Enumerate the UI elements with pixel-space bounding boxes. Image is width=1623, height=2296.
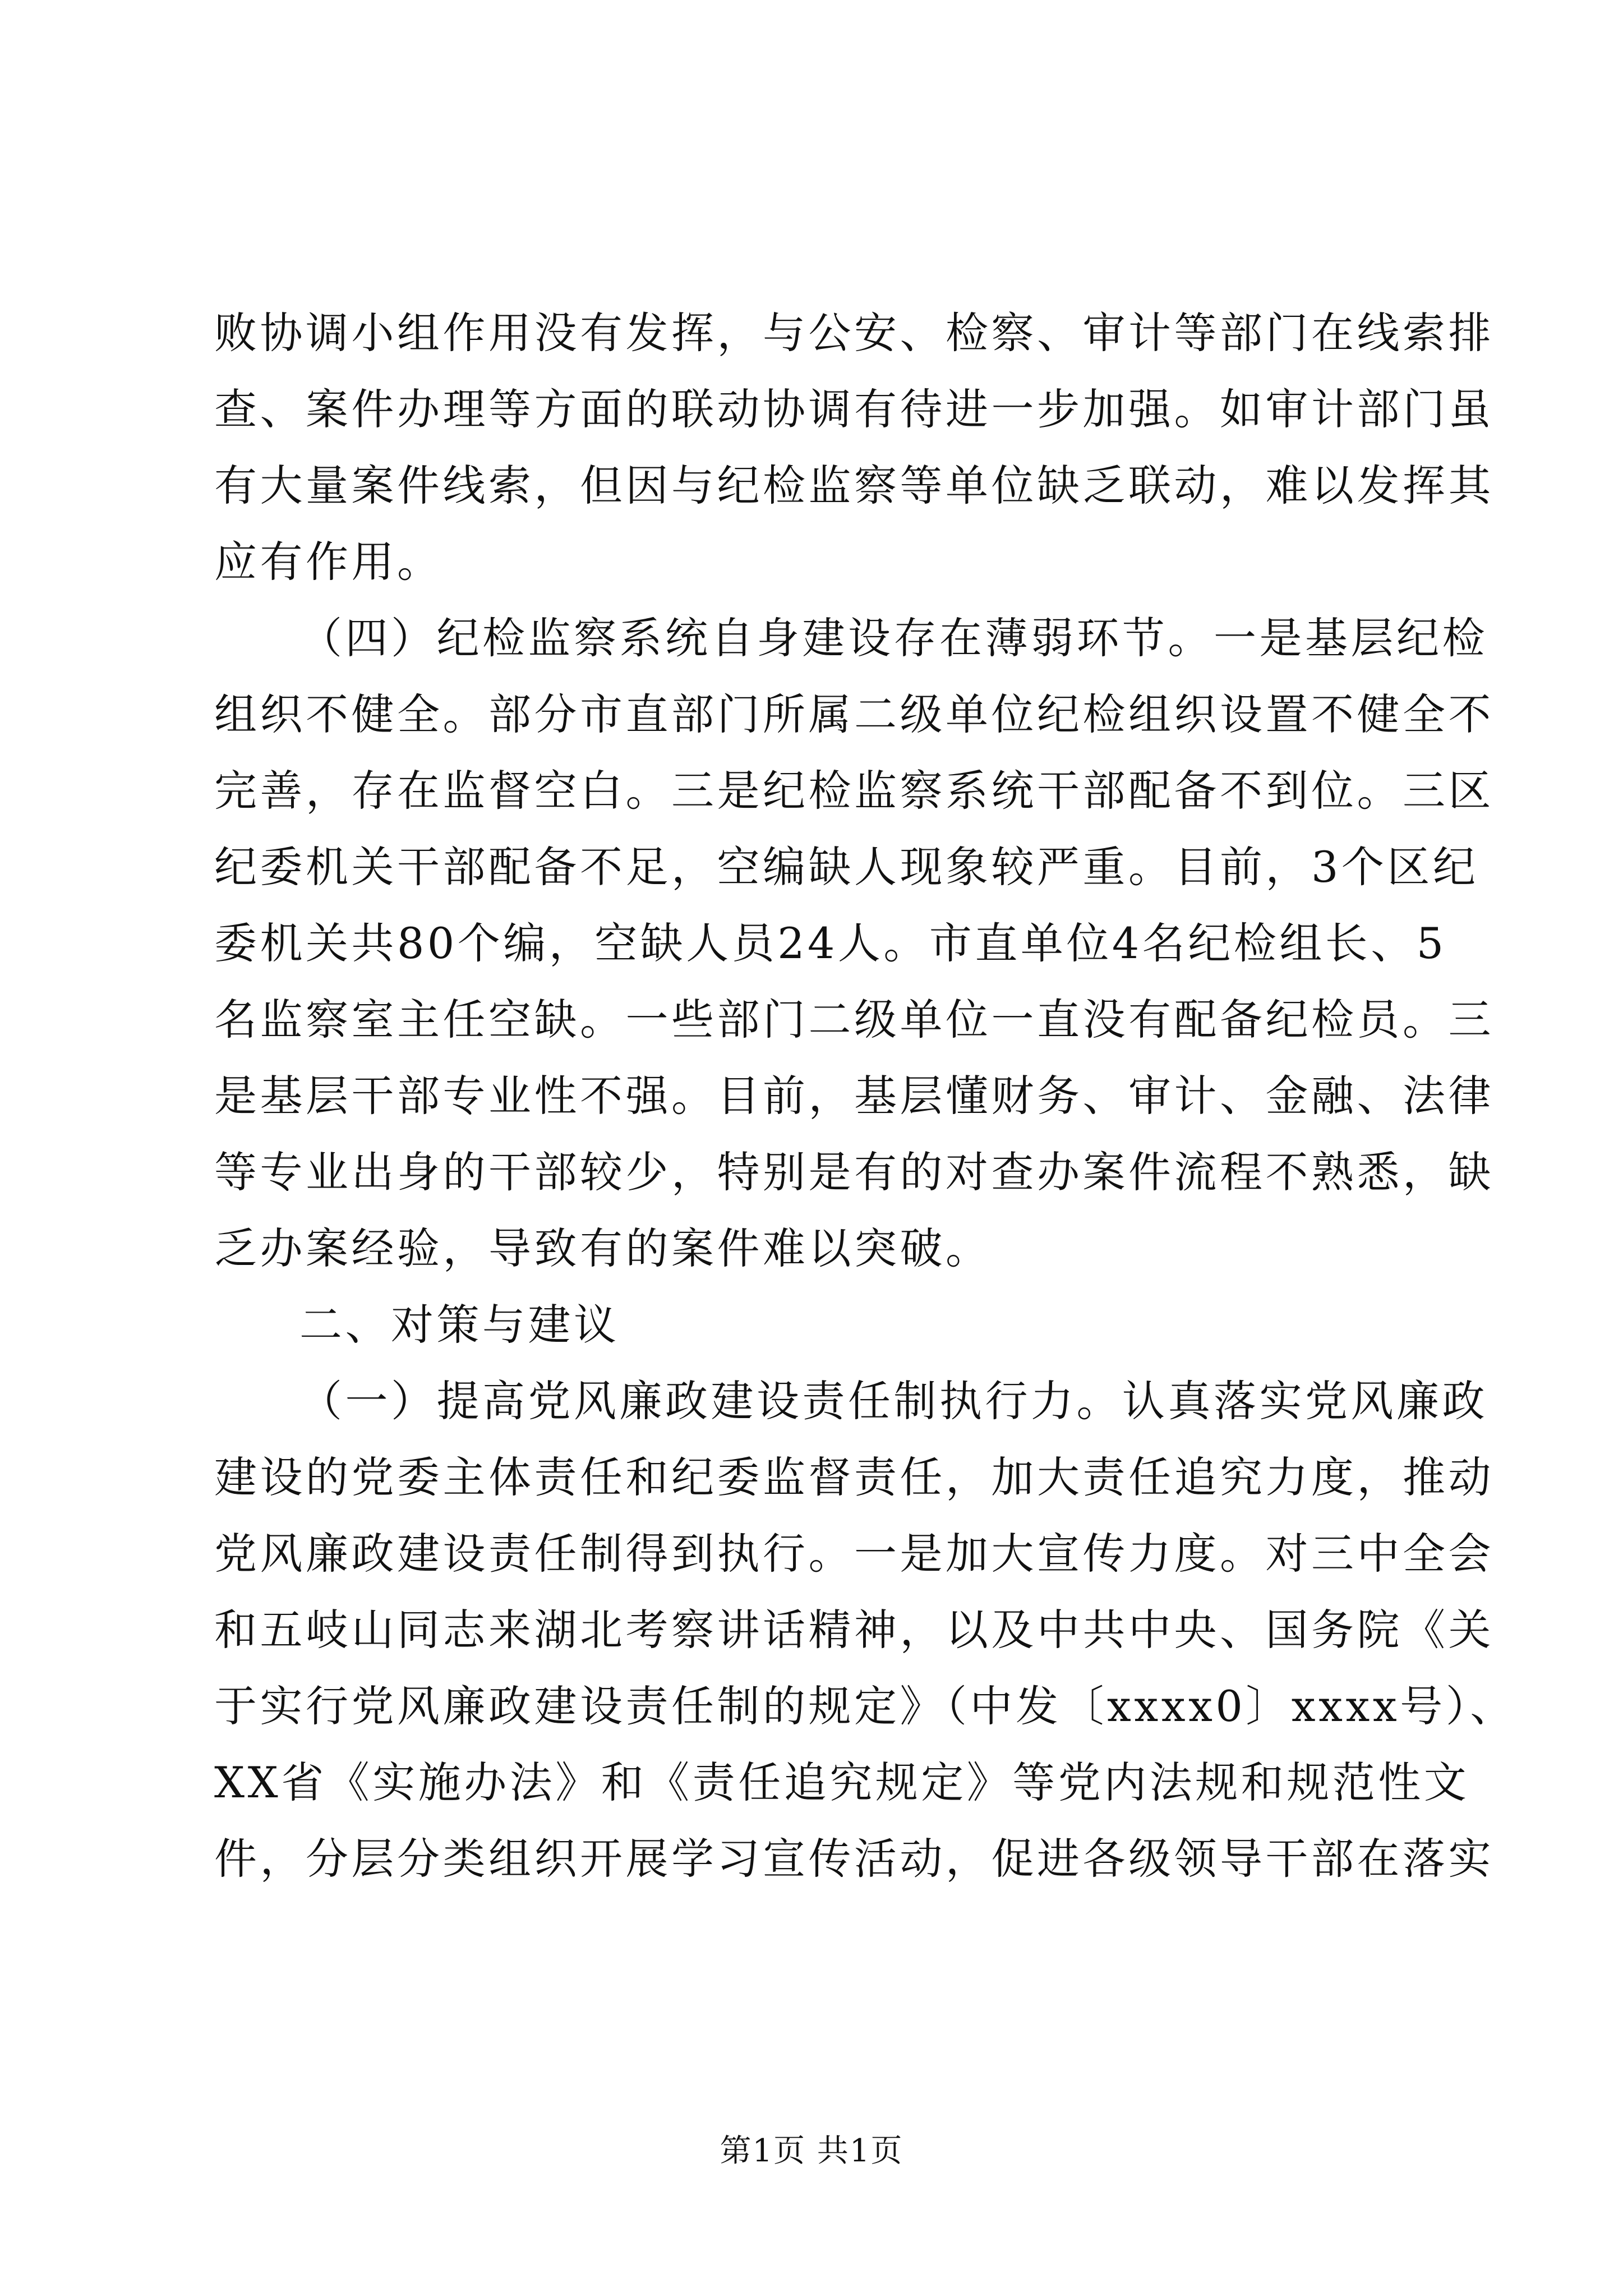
paragraph-first-line: （四）纪检监察系统自身建设存在薄弱环节。一是基层纪检 [299,613,1488,663]
text-line: 于实行党风廉政建设责任制的规定》（中发〔xxxx0〕xxxx号）、 [214,1681,1516,1731]
text-line: 等专业出身的干部较少，特别是有的对查办案件流程不熟悉，缺 [214,1147,1494,1197]
text-line: 完善，存在监督空白。三是纪检监察系统干部配备不到位。三区 [214,766,1494,816]
text-line: 败协调小组作用没有发挥，与公安、检察、审计等部门在线索排 [214,308,1494,358]
paragraph-first-line: （一）提高党风廉政建设责任制执行力。认真落实党风廉政 [299,1376,1488,1426]
text-line: 组织不健全。部分市直部门所属二级单位纪检组织设置不健全不 [214,689,1494,739]
text-line: 查、案件办理等方面的联动协调有待进一步加强。如审计部门虽 [214,384,1494,434]
text-line: 件，分层分类组织开展学习宣传活动，促进各级领导干部在落实 [214,1834,1494,1884]
text-line: 和五岐山同志来湖北考察讲话精神，以及中共中央、国务院《关 [214,1605,1494,1655]
text-line: XX省《实施办法》和《责任追究规定》等党内法规和规范性文 [214,1757,1470,1807]
text-line: 名监察室主任空缺。一些部门二级单位一直没有配备纪检员。三 [214,995,1494,1045]
text-line: 应有作用。 [214,537,443,587]
paragraph-first-line: 二、对策与建议 [299,1300,620,1350]
text-line: 有大量案件线索，但因与纪检监察等单位缺乏联动，难以发挥其 [214,461,1494,510]
document-body [214,295,1516,1897]
page-footer: 第1页 共1页 [720,2133,903,2169]
text-line: 委机关共80个编，空缺人员24人。市直单位4名纪检组长、5 [214,918,1447,968]
text-line: 纪委机关干部配备不足，空编缺人现象较严重。目前，3个区纪 [214,842,1479,892]
text-line: 党风廉政建设责任制得到执行。一是加大宣传力度。对三中全会 [214,1529,1494,1579]
text-line: 是基层干部专业性不强。目前，基层懂财务、审计、金融、法律 [214,1071,1494,1121]
text-line: 乏办案经验，导致有的案件难以突破。 [214,1223,992,1273]
text-line: 建设的党委主体责任和纪委监督责任，加大责任追究力度，推动 [214,1452,1494,1502]
